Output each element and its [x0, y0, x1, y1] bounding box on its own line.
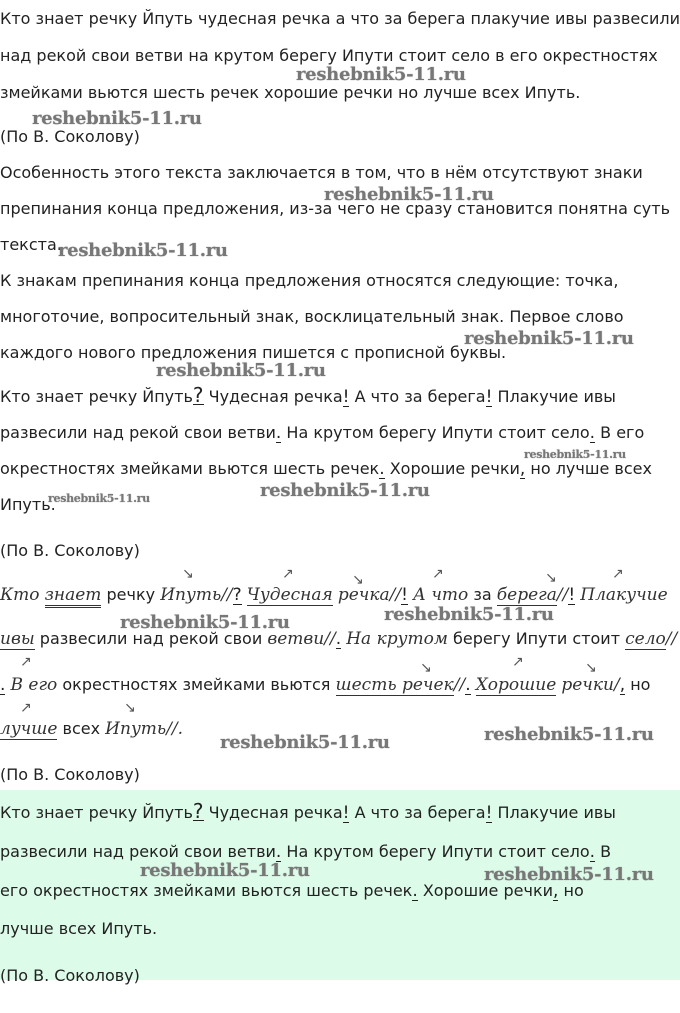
text-segment: В его: [10, 675, 58, 695]
punctuation-mark: .: [335, 629, 342, 649]
punctuation-mark: .: [412, 881, 418, 901]
intonation-arrow-icon: ↗: [432, 566, 444, 582]
watermark-text: reshebnik5-11.ru: [524, 448, 626, 461]
punctuation-mark: ,: [519, 459, 526, 479]
punctuation-mark: !: [485, 803, 493, 823]
text-segment: речку: [106, 585, 156, 604]
intonation-arrow-icon: ↗: [612, 566, 624, 582]
object-word: ветви: [267, 629, 325, 649]
author-line: (По В. Соколову): [0, 541, 140, 560]
modifier-word: Хорошие: [475, 675, 557, 695]
watermark-text: reshebnik5-11.ru: [324, 184, 494, 205]
sentence-boundary: //: [556, 585, 569, 605]
intonation-arrow-icon: ↗: [512, 654, 524, 670]
text-line: Кто знает речку Йпуть чудесная речка а что за берега плакучие ивы развесили: [0, 9, 680, 28]
punctuation-mark: !: [568, 585, 576, 605]
subject-word: Кто: [0, 585, 40, 605]
punctuation-mark: ,: [553, 881, 559, 901]
punctuation-mark: .: [379, 459, 385, 479]
intonation-arrow-icon: ↘: [545, 570, 557, 586]
punctuation-mark: ?: [192, 383, 204, 407]
text-segment: всех: [62, 719, 101, 738]
subject-word: село: [625, 629, 666, 649]
text-segment: Кто знает речку Йпуть: [0, 387, 193, 406]
text-segment: Кто знает речку Йпуть: [0, 803, 193, 822]
intonation-arrow-icon: ↘: [420, 660, 432, 676]
intonation-arrow-icon: ↘: [182, 566, 194, 582]
punctuation-mark: !: [342, 387, 350, 407]
modifier-word: Чудесная: [246, 585, 333, 605]
text-segment: берегу Ипути стоит: [453, 629, 621, 648]
punctuation-mark: !: [342, 803, 350, 823]
text-line: лучше всех Ипуть.: [0, 919, 158, 938]
text-segment: но лучше всех: [525, 459, 652, 478]
text-segment: его окрестностях змейками вьются шесть речек: [0, 881, 413, 900]
analysis-line: [0, 620, 680, 658]
intonation-arrow-icon: ↘: [585, 660, 597, 676]
subject-word: Ипуть: [105, 719, 167, 739]
punctuation-mark: .: [589, 423, 596, 443]
intonation-arrow-icon: ↗: [282, 566, 294, 582]
punctuation-mark: ?: [192, 799, 204, 823]
object-word: Ипуть: [160, 585, 222, 605]
text-line: [0, 378, 680, 415]
analysis-line: [0, 576, 680, 614]
text-segment: развесили над рекой свои ветви: [0, 423, 276, 442]
watermark-text: reshebnik5-11.ru: [140, 860, 310, 881]
text-segment: А что за берега: [349, 803, 486, 822]
intonation-arrow-icon: ↗: [20, 654, 32, 670]
text-line: препинания конца предложения, из-за чего не сразу становится понятна суть: [0, 199, 671, 218]
punctuation-mark: !: [485, 387, 493, 407]
text-segment: Плакучие ивы: [492, 803, 616, 822]
text-segment: В его: [595, 423, 645, 442]
text-line: многоточие, вопросительный знак, восклицательный знак. Первое слово: [0, 307, 624, 326]
punctuation-mark: .: [275, 842, 282, 862]
text-line: текста.: [0, 235, 62, 254]
watermark-text: reshebnik5-11.ru: [220, 732, 390, 753]
text-segment: Плакучие ивы: [492, 387, 616, 406]
text-segment: А что за берега: [349, 387, 486, 406]
watermark-text: reshebnik5-11.ru: [296, 64, 466, 85]
punctuation-mark: !: [401, 585, 408, 605]
intonation-arrow-icon: ↘: [124, 700, 136, 716]
punctuation-mark: ,: [619, 675, 626, 695]
watermark-text: reshebnik5-11.ru: [48, 492, 150, 505]
text-segment: На крутом берегу Ипути стоит село: [281, 423, 590, 442]
subject-word: ивы: [0, 629, 35, 649]
text-line: [0, 794, 680, 831]
watermark-text: reshebnik5-11.ru: [484, 864, 654, 885]
text-segment: В: [595, 842, 612, 861]
text-segment: Хорошие речки: [417, 881, 553, 900]
sentence-boundary: //: [221, 585, 233, 605]
sentence-boundary: //: [389, 585, 402, 605]
modifier-word: лучше: [0, 719, 58, 739]
text-segment: Чудесная речка: [203, 387, 343, 406]
text-segment: Хорошие речки: [384, 459, 520, 478]
text-segment: развесили над рекой свои: [39, 629, 263, 648]
text-line: Особенность этого текста заключается в том, что в нём отсутствуют знаки: [0, 163, 643, 182]
watermark-text: reshebnik5-11.ru: [464, 328, 634, 349]
analysis-line: [0, 666, 680, 704]
author-line: (По В. Соколову): [0, 127, 140, 146]
author-line: (По В. Соколову): [0, 765, 140, 784]
subject-word: речки: [561, 675, 614, 695]
sentence-boundary: /: [613, 675, 620, 695]
punctuation-mark: .: [465, 675, 471, 695]
subject-word: шесть речек: [335, 675, 454, 695]
text-line: К знакам препинания конца предложения относятся следующие: точка,: [0, 271, 619, 290]
watermark-text: reshebnik5-11.ru: [260, 480, 430, 501]
punctuation-mark: .: [0, 675, 6, 695]
text-segment: А что: [413, 585, 469, 605]
intonation-arrow-icon: ↘: [352, 572, 364, 588]
watermark-text: reshebnik5-11.ru: [58, 240, 228, 261]
text-segment: На крутом: [346, 629, 448, 649]
sentence-boundary: //: [665, 629, 678, 649]
text-segment: за: [473, 585, 492, 604]
author-line: (По В. Соколову): [0, 966, 140, 985]
watermark-text: reshebnik5-11.ru: [384, 604, 554, 625]
subject-word: берега: [496, 585, 557, 605]
text-line: [0, 414, 680, 451]
text-segment: но: [630, 675, 651, 694]
watermark-text: reshebnik5-11.ru: [32, 108, 202, 129]
text-segment: Чудесная речка: [203, 803, 343, 822]
text-line: над рекой свои ветви на крутом берегу Ипути стоит село в его окрестностях: [0, 46, 658, 65]
intonation-arrow-icon: ↗: [20, 700, 32, 716]
text-line: каждого нового предложения пишется с прописной буквы.: [0, 343, 507, 362]
modifier-word: Плакучие: [580, 585, 668, 605]
text-segment: окрестностях змейками вьются шесть речек: [0, 459, 380, 478]
punctuation-mark: .: [275, 423, 282, 443]
sentence-boundary: //.: [166, 719, 184, 739]
text-line: Ипуть.: [0, 495, 56, 514]
watermark-text: reshebnik5-11.ru: [156, 360, 326, 381]
sentence-boundary: //: [324, 629, 336, 649]
punctuation-mark: ?: [232, 585, 242, 605]
text-line: змейками вьются шесть речек хорошие речки но лучше всех Ипуть.: [0, 83, 581, 102]
predicate-word: знает: [45, 585, 102, 608]
subject-word: речка: [337, 585, 390, 605]
text-segment: развесили над рекой свои ветви: [0, 842, 276, 861]
watermark-text: reshebnik5-11.ru: [120, 612, 290, 633]
text-segment: На крутом берегу Ипути стоит село: [281, 842, 590, 861]
sentence-boundary: //: [453, 675, 466, 695]
text-segment: окрестностях змейками вьются: [62, 675, 331, 694]
text-segment: но: [558, 881, 584, 900]
watermark-text: reshebnik5-11.ru: [484, 724, 654, 745]
punctuation-mark: .: [589, 842, 596, 862]
